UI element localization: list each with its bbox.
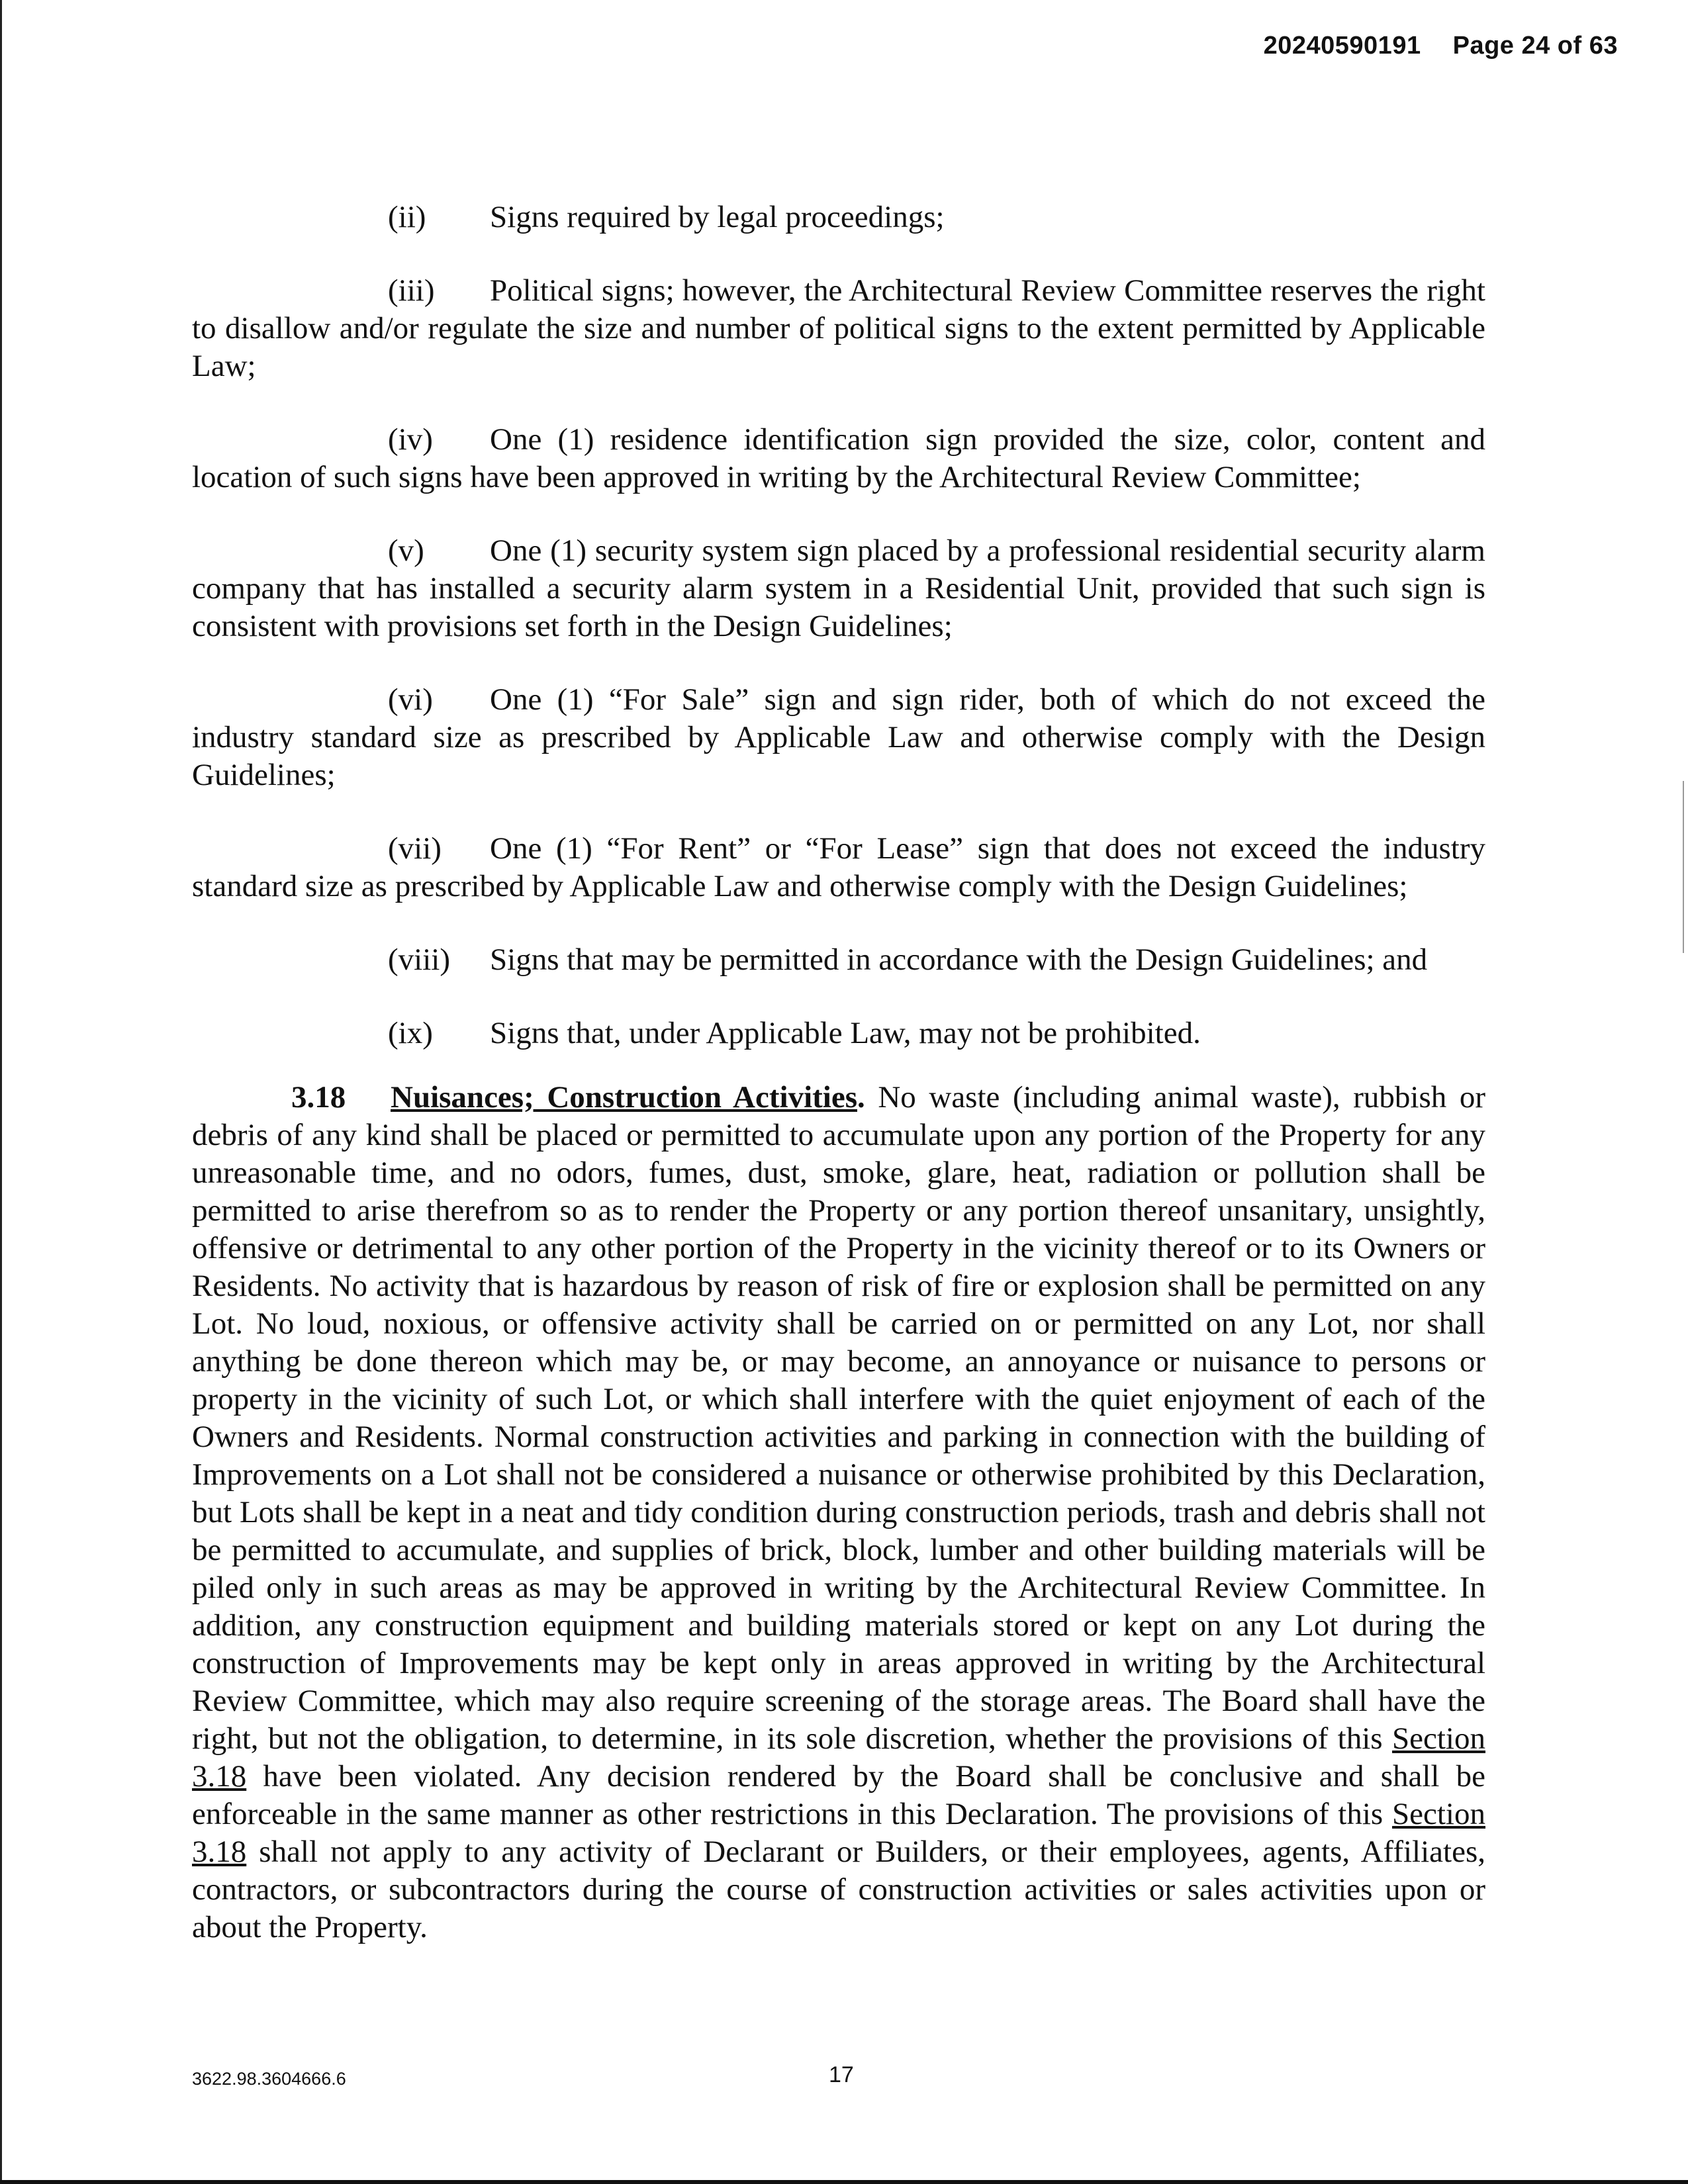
list-item-text: One (1) “For Rent” or “For Lease” sign that does not exceed the industry standard size as prescribed by Applicable Law and otherwise comply with the Design Guidelines; [192,831,1485,903]
list-item-text: Signs required by legal proceedings; [490,200,945,234]
list-marker: (viii) [388,942,450,977]
list-item-text: Political signs; however, the Architectural Review Committee reserves the right to disallow and/or regulate the size and number of political signs to the extent permitted by Applicable Law; [192,273,1485,383]
page-edge-right [1683,781,1684,953]
section-reference[interactable]: Section 3.18 [192,1797,1485,1869]
document-body [192,199,1485,1982]
page-edge-bottom [0,2180,1688,2184]
list-marker: (vii) [388,831,442,866]
list-item-text: Signs that may be permitted in accordance with the Design Guidelines; and [490,942,1428,977]
section-title: Nuisances; Construction Activities [391,1080,857,1115]
section-reference[interactable]: Section 3.18 [192,1721,1485,1794]
list-marker: (iii) [388,273,435,308]
footer-doc-id: 3622.98.3604666.6 [192,2069,346,2089]
section-text: shall not apply to any activity of Declarant or Builders, or their employees, agents, Affiliates, contractors, or subcontractors during the course of construction activities or sales activities upon or about the Property. [192,1835,1485,1944]
list-item [192,941,1485,979]
document-number: 20240590191 [1263,32,1421,60]
list-marker: (v) [388,533,424,568]
footer-page-number: 17 [829,2062,854,2087]
section-title-period: . [857,1080,865,1115]
list-item-text: One (1) “For Sale” sign and sign rider, both of which do not exceed the industry standard size as prescribed by Applicable Law and otherwise comply with the Design Guidelines; [192,682,1485,792]
list-item-text: One (1) residence identification sign provided the size, color, content and location of such signs have been approved in writing by the Architectural Review Committee; [192,422,1485,494]
page-edge-left [0,0,2,2184]
section-number: 3.18 [291,1080,346,1115]
list-item [192,681,1485,794]
list-marker: (ix) [388,1016,433,1050]
list-item-text: Signs that, under Applicable Law, may not be prohibited. [490,1016,1201,1050]
section-text: No waste (including animal waste), rubbish or debris of any kind shall be placed or permitted to accumulate upon any portion of the Property for any unreasonable time, and no odors, fumes, dust, smoke, glare, heat, radiation or pollution shall be permitted to arise therefrom so as to render the Property or any portion thereof unsanitary, unsightly, offensive or detrimental to any other portion of the Property in the vicinity thereof or to its Owners or Residents. No activity that is hazardous by reason of risk of fire or explosion shall be permitted on any Lot. No loud, noxious, or offensive activity shall be carried on or permitted on any Lot, nor shall anything be done thereon which may be, or may become, an annoyance or nuisance to persons or property in the vicinity of such Lot, or which shall interfere with the quiet enjoyment of each of the Owners and Residents. Normal construction activities and parking in connection with the building of Improvements on a Lot shall not be considered a nuisance or otherwise prohibited by this Declaration, but Lots shall be kept in a neat and tidy condition during construction periods, trash and debris shall not be permitted to accumulate, and supplies of brick, block, lumber and other building materials will be piled only in such areas as may be approved in writing by the Architectural Review Committee. In addition, any construction equipment and building materials stored or kept on any Lot during the construction of Improvements may be kept only in areas approved in writing by the Architectural Review Committee, which may also require screening of the storage areas. The Board shall have the right, but not the obligation, to determine, in its sole discretion, whether the provisions of this [192,1080,1485,1756]
list-item [192,532,1485,645]
list-item [192,830,1485,905]
list-marker: (vi) [388,682,433,717]
list-marker: (iv) [388,422,433,457]
list-marker: (ii) [388,200,426,234]
list-item [192,1015,1485,1052]
list-item [192,421,1485,496]
list-item-text: One (1) security system sign placed by a professional residential security alarm company that has installed a security alarm system in a Residential Unit, provided that such sign is consistent with provisions set forth in the Design Guidelines; [192,533,1485,643]
list-item [192,199,1485,236]
page-header [1264,32,1618,60]
list-item [192,272,1485,385]
section-text: have been violated. Any decision rendered by the Board shall be conclusive and shall be enforceable in the same manner as other restrictions in this Declaration. The provisions of this [192,1759,1485,1831]
section-3-18 [192,1079,1485,1946]
page-label: Page 24 of 63 [1452,32,1618,60]
